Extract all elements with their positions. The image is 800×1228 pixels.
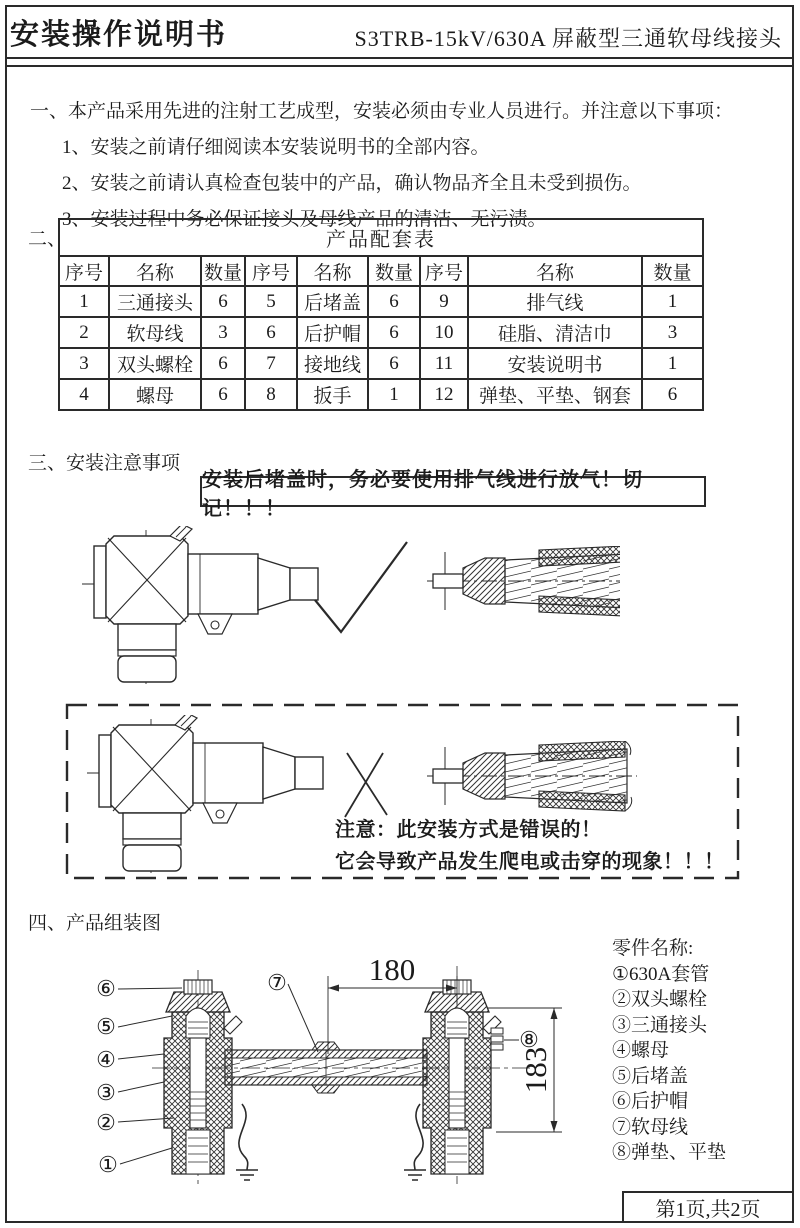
washer-stack	[491, 1028, 503, 1050]
parts-list-item: ①630A套管	[612, 963, 710, 985]
cell: 硅脂、清洁巾	[468, 317, 642, 348]
check-icon	[315, 542, 407, 632]
table-title-row	[59, 219, 703, 256]
cell: 6	[368, 286, 420, 317]
cell: 1	[642, 348, 703, 379]
callout-2: ②	[96, 1110, 116, 1135]
cell: 1	[642, 286, 703, 317]
vent-warning-box: 安装后堵盖时，务必要使用排气线进行放气！切记！！！	[200, 476, 706, 507]
wrong-installation-figure	[65, 703, 740, 880]
ground-wires	[236, 1104, 426, 1180]
cell: 6	[201, 286, 245, 317]
col-header: 序号	[59, 256, 109, 286]
section1-heading: 一、本产品采用先进的注射工艺成型，安装必须由专业人员进行。并注意以下事项：	[30, 101, 734, 122]
cell: 弹垫、平垫、钢套	[468, 379, 642, 410]
callout-4: ④	[96, 1047, 116, 1072]
cell: 排气线	[468, 286, 642, 317]
busbar-end-drawing	[427, 546, 620, 616]
section1-item: 1、安装之前请仔细阅读本安装说明书的全部内容。	[62, 137, 490, 158]
connector-assembly	[423, 980, 501, 1174]
callout-7: ⑦	[267, 970, 287, 995]
col-header: 序号	[420, 256, 468, 286]
cell: 11	[420, 348, 468, 379]
cell: 软母线	[109, 317, 201, 348]
col-header: 数量	[642, 256, 703, 286]
callout-5: ⑤	[96, 1014, 116, 1039]
table-title: 产品配套表	[59, 219, 703, 256]
cell: 6	[245, 317, 297, 348]
dim-180-label: 180	[368, 952, 416, 987]
cell: 螺母	[109, 379, 201, 410]
wrong-note-line1: 注意：此安装方式是错误的！	[335, 819, 602, 841]
cell: 6	[201, 348, 245, 379]
col-header: 数量	[201, 256, 245, 286]
cell: 3	[59, 348, 109, 379]
cell: 2	[59, 317, 109, 348]
callout-8: ⑧	[519, 1027, 539, 1052]
table-row	[59, 286, 703, 317]
callout-1: ①	[98, 1152, 118, 1177]
cell: 12	[420, 379, 468, 410]
section1-item: 3、安装过程中务必保证接头及母线产品的清洁、无污渍。	[62, 209, 547, 230]
x-icon	[345, 753, 387, 817]
table-row	[59, 348, 703, 379]
col-header: 序号	[245, 256, 297, 286]
connector-assembly	[164, 980, 242, 1174]
correct-installation-figure	[75, 518, 620, 690]
cell: 后堵盖	[297, 286, 368, 317]
parts-list	[612, 936, 726, 1166]
parts-list-item: ②双头螺栓	[612, 989, 708, 1010]
page-number-box: 第1页,共2页	[622, 1191, 794, 1223]
col-header: 名称	[297, 256, 368, 286]
parts-list-item: ⑥后护帽	[612, 1091, 689, 1112]
cell: 3	[201, 317, 245, 348]
parts-list-item: ⑦软母线	[612, 1116, 689, 1138]
cell: 后护帽	[297, 317, 368, 348]
cell: 6	[201, 379, 245, 410]
cell: 安装说明书	[468, 348, 642, 379]
cell: 1	[59, 286, 109, 317]
page-title: 安装操作说明书	[10, 19, 228, 51]
section3-heading: 三、安装注意事项	[28, 453, 181, 474]
col-header: 名称	[468, 256, 642, 286]
cell: 9	[420, 286, 468, 317]
connector-drawing	[87, 713, 323, 873]
callout-3: ③	[96, 1080, 116, 1105]
col-header: 名称	[109, 256, 201, 286]
parts-list-item: ⑧弹垫、平垫	[612, 1142, 727, 1163]
dim-183-label: 183	[518, 1046, 553, 1094]
parts-list-item: ⑤后堵盖	[612, 1065, 689, 1087]
cell: 3	[642, 317, 703, 348]
cell: 6	[368, 317, 420, 348]
cell: 10	[420, 317, 468, 348]
kit-table	[58, 218, 704, 411]
section4-heading: 四、产品组装图	[28, 913, 162, 934]
section-precautions	[30, 94, 775, 238]
busbar-section	[225, 1042, 427, 1093]
connector-drawing	[82, 524, 318, 684]
assembly-diagram	[58, 942, 620, 1192]
section1-item: 2、安装之前请认真检查包装中的产品，确认物品齐全且未受到损伤。	[62, 173, 642, 194]
parts-list-item: ③三通接头	[612, 1014, 708, 1036]
cell: 6	[368, 348, 420, 379]
cell: 扳手	[297, 379, 368, 410]
busbar-end-drawing	[427, 741, 637, 811]
callout-6: ⑥	[96, 976, 116, 1001]
cell: 5	[245, 286, 297, 317]
table-row	[59, 379, 703, 410]
table-header-row	[59, 256, 703, 286]
wrong-note-line2: 它会导致产品发生爬电或击穿的现象！！！	[335, 851, 725, 873]
cell: 三通接头	[109, 286, 201, 317]
cell: 接地线	[297, 348, 368, 379]
section2-label: 二、	[28, 229, 67, 250]
cell: 双头螺栓	[109, 348, 201, 379]
product-model-title: S3TRB-15kV/630A 屏蔽型三通软母线接头	[354, 26, 782, 51]
parts-list-item: ④螺母	[612, 1040, 670, 1061]
col-header: 数量	[368, 256, 420, 286]
table-row	[59, 317, 703, 348]
parts-list-title: 零件名称:	[612, 938, 694, 959]
cell: 4	[59, 379, 109, 410]
header-divider	[5, 57, 794, 67]
cell: 7	[245, 348, 297, 379]
cell: 8	[245, 379, 297, 410]
cell: 6	[642, 379, 703, 410]
cell: 1	[368, 379, 420, 410]
